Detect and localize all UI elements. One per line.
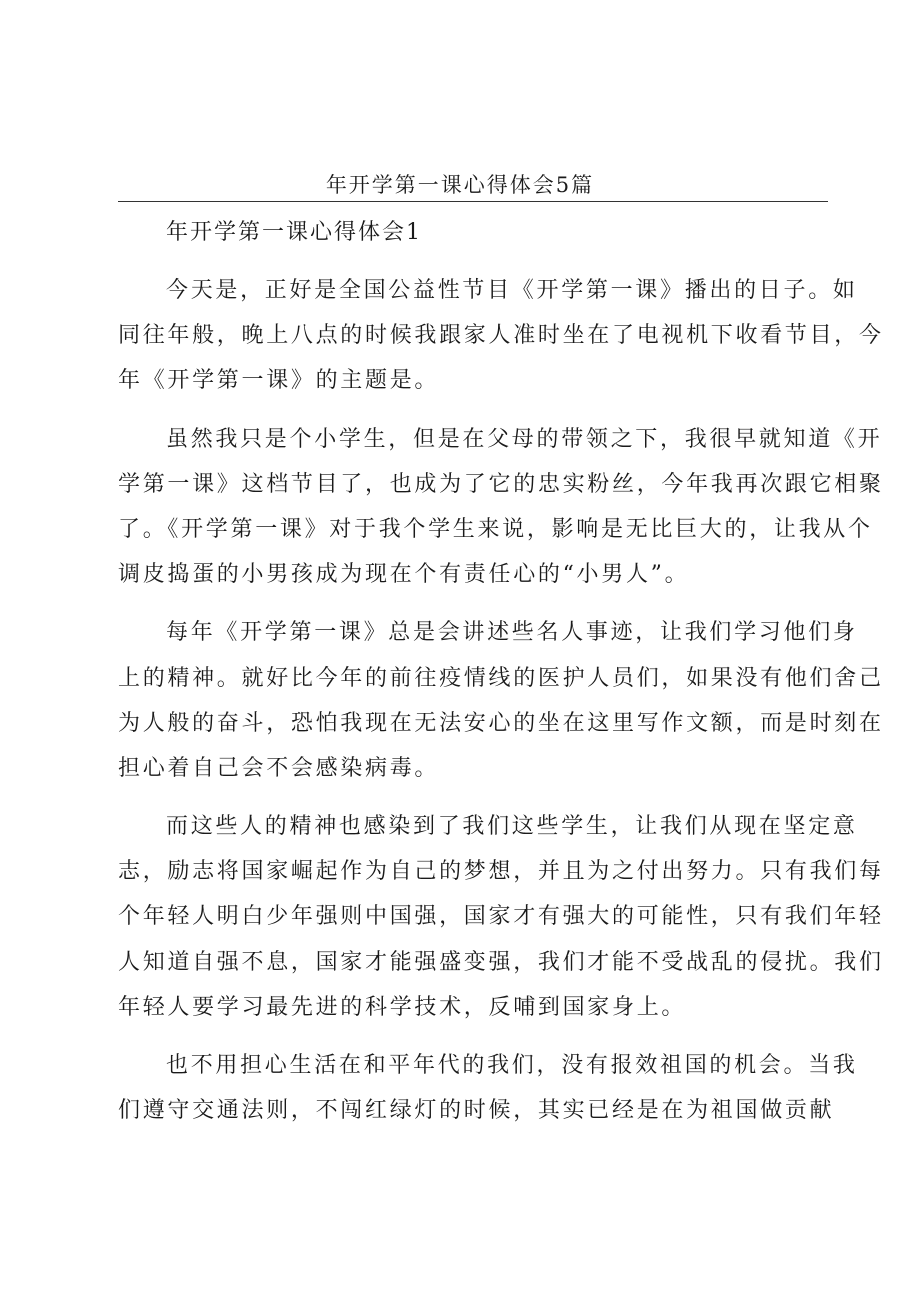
paragraph-5 xyxy=(118,1043,858,1133)
paragraph-4 xyxy=(118,804,884,1030)
paragraph-line: 每年《开学第一课》总是会讲述些名人事迹，让我们学习他们身 xyxy=(166,620,858,646)
document-body xyxy=(118,210,884,1133)
section-heading: 年开学第一课心得体会1 xyxy=(166,220,422,245)
paragraph-2 xyxy=(118,417,884,598)
paragraph-line: 人知道自强不息，国家才能强盛变强，我们才能不受战乱的侵扰。我们 xyxy=(118,949,884,975)
paragraph-line: 为人般的奋斗，恐怕我现在无法安心的坐在这里写作文额，而是时刻在 xyxy=(118,710,884,736)
paragraph-line: 而这些人的精神也感染到了我们这些学生，让我们从现在坚定意 xyxy=(166,814,858,840)
title-divider xyxy=(118,201,828,202)
paragraph-line: 们遵守交通法则，不闯红绿灯的时候，其实已经是在为祖国做贡献 xyxy=(118,1098,835,1124)
paragraph-line: 个年轻人明白少年强则中国强，国家才有强大的可能性，只有我们年轻 xyxy=(118,904,884,930)
paragraph-line: 调皮捣蛋的小男孩成为现在个有责任心的“小男人”。 xyxy=(118,562,690,588)
paragraph-line: 同往年般，晚上八点的时候我跟家人准时坐在了电视机下收看节目，今 xyxy=(118,323,884,349)
paragraph-3 xyxy=(118,610,884,791)
paragraph-line: 年《开学第一课》的主题是。 xyxy=(118,368,440,394)
paragraph-line: 年轻人要学习最先进的科学技术，反哺到国家身上。 xyxy=(118,994,687,1020)
paragraph-line: 学第一课》这档节目了，也成为了它的忠实粉丝，今年我再次跟它相聚 xyxy=(118,471,884,497)
paragraph-line: 虽然我只是个小学生，但是在父母的带领之下，我很早就知道《开 xyxy=(166,426,883,452)
paragraph-line: 担心着自己会不会感染病毒。 xyxy=(118,755,440,781)
paragraph-1 xyxy=(118,268,884,404)
paragraph-line: 今天是，正好是全国公益性节目《开学第一课》播出的日子。如 xyxy=(166,278,858,303)
document-title: 年开学第一课心得体会5篇 xyxy=(325,173,595,197)
paragraph-line: 了。《开学第一课》对于我个学生来说，影响是无比巨大的，让我从个 xyxy=(118,516,873,542)
paragraph-line: 也不用担心生活在和平年代的我们，没有报效祖国的机会。当我 xyxy=(166,1053,858,1078)
paragraph-line: 上的精神。就好比今年的前往疫情线的医护人员们，如果没有他们舍己 xyxy=(118,665,884,691)
paragraph-line: 志，励志将国家崛起作为自己的梦想，并且为之付出努力。只有我们每 xyxy=(118,859,884,885)
